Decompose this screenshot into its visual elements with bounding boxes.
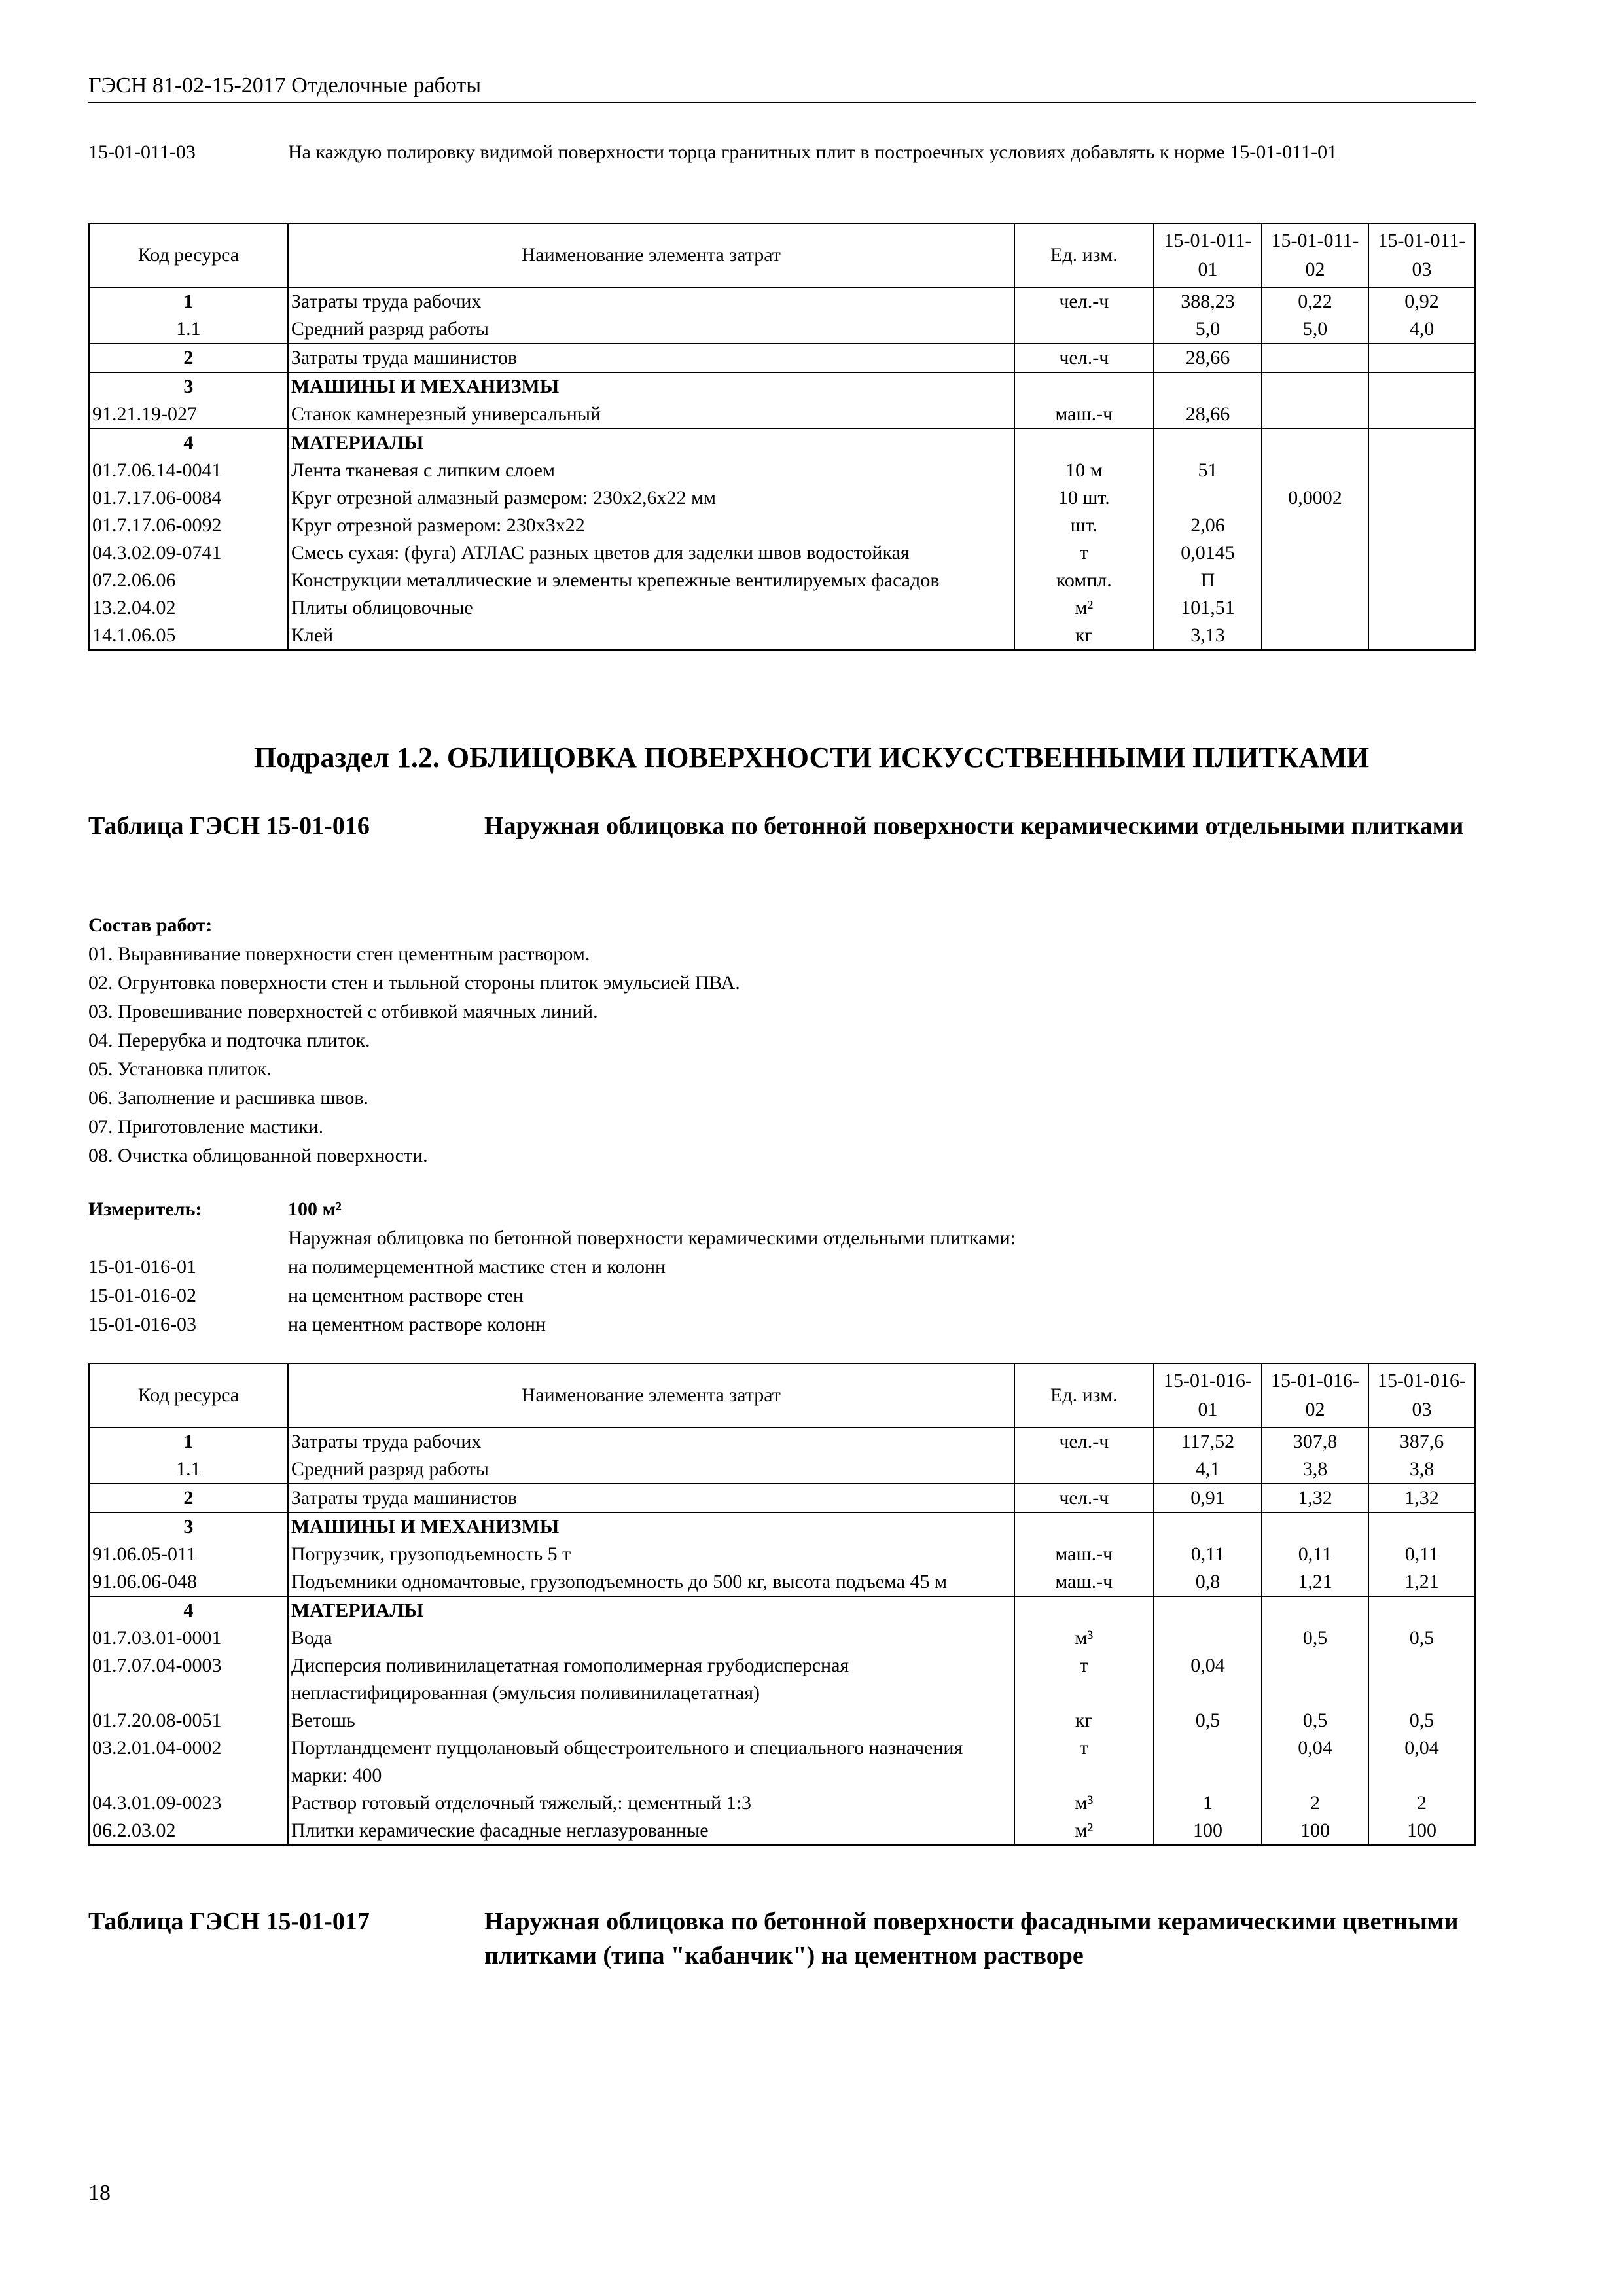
- table-row: [89, 1817, 1475, 1845]
- cell-norm-3: [1368, 429, 1475, 457]
- cell-unit: [1014, 1596, 1154, 1624]
- cell-unit: кг: [1014, 1707, 1154, 1734]
- measure-item-text: на цементном растворе стен: [288, 1285, 524, 1306]
- table-row: [89, 1596, 1475, 1624]
- cell-resource-code: 13.2.04.02: [89, 594, 288, 622]
- cell-unit: [1014, 315, 1154, 344]
- table-row: [89, 1456, 1475, 1484]
- cell-resource-code: 04.3.01.09-0023: [89, 1789, 288, 1817]
- cell-cost-element: Дисперсия поливинилацетатная гомополимерная грубодисперсная непластифицированная (эмульсия поливинилацетатная): [288, 1652, 1014, 1707]
- cell-norm-3: 100: [1368, 1817, 1475, 1845]
- composition-item: 02. Огрунтовка поверхности стен и тыльной стороны плиток эмульсией ПВА.: [88, 972, 740, 994]
- cell-norm-2: 0,0002: [1262, 484, 1368, 512]
- cell-cost-element: Погрузчик, грузоподъемность 5 т: [288, 1541, 1014, 1568]
- header-resource-code: Код ресурса: [89, 1363, 288, 1427]
- cell-norm-2: 0,5: [1262, 1624, 1368, 1652]
- composition-item: 08. Очистка облицованной поверхности.: [88, 1145, 428, 1166]
- cell-cost-element: Затраты труда рабочих: [288, 1427, 1014, 1456]
- header-norm-1: 15-01-011-01: [1154, 223, 1262, 287]
- cell-resource-code: 91.06.06-048: [89, 1568, 288, 1596]
- composition-item: 07. Приготовление мастики.: [88, 1116, 324, 1138]
- table-row: [89, 539, 1475, 567]
- cell-norm-1: 5,0: [1154, 315, 1262, 344]
- composition-item: 06. Заполнение и расшивка швов.: [88, 1087, 369, 1109]
- cell-unit: м³: [1014, 1789, 1154, 1817]
- cell-norm-1: [1154, 484, 1262, 512]
- cell-norm-2: 0,11: [1262, 1541, 1368, 1568]
- running-header: ГЭСН 81-02-15-2017 Отделочные работы: [88, 73, 1476, 103]
- table-row: [89, 1568, 1475, 1596]
- cell-norm-1: 3,13: [1154, 622, 1262, 650]
- measure-unit: 100 м²: [288, 1198, 342, 1220]
- cell-norm-3: 387,6: [1368, 1427, 1475, 1456]
- composition-item: 03. Провешивание поверхностей с отбивкой маячных линий.: [88, 1001, 598, 1022]
- header-norm-3: 15-01-011-03: [1368, 223, 1475, 287]
- table-017-title: Наружная облицовка по бетонной поверхности фасадными керамическими цветными плитками (типа "кабанчик") на цементном растворе: [484, 1908, 1459, 1969]
- cell-norm-3: 0,92: [1368, 287, 1475, 315]
- cell-resource-code: 4: [89, 429, 288, 457]
- header-norm-3: 15-01-016-03: [1368, 1363, 1475, 1427]
- table-017-heading: [88, 1905, 1476, 1973]
- table-016-title: Наружная облицовка по бетонной поверхности керамическими отдельными плитками: [484, 812, 1464, 840]
- cell-unit: кг: [1014, 622, 1154, 650]
- cell-resource-code: 01.7.03.01-0001: [89, 1624, 288, 1652]
- cell-norm-2: [1262, 372, 1368, 401]
- cell-cost-element: МАТЕРИАЛЫ: [288, 429, 1014, 457]
- cell-cost-element: Средний разряд работы: [288, 315, 1014, 344]
- cell-norm-1: 0,8: [1154, 1568, 1262, 1596]
- table-row: [89, 1624, 1475, 1652]
- cell-resource-code: 1: [89, 287, 288, 315]
- cell-norm-2: 0,22: [1262, 287, 1368, 315]
- cell-resource-code: 04.3.02.09-0741: [89, 539, 288, 567]
- cell-norm-3: 0,5: [1368, 1624, 1475, 1652]
- cell-unit: м²: [1014, 594, 1154, 622]
- cell-norm-1: 100: [1154, 1817, 1262, 1845]
- cell-cost-element: Раствор готовый отделочный тяжелый,: цементный 1:3: [288, 1789, 1014, 1817]
- cell-unit: маш.-ч: [1014, 1568, 1154, 1596]
- cell-unit: м²: [1014, 1817, 1154, 1845]
- table-016-label: Таблица ГЭСН 15-01-016: [88, 812, 370, 840]
- cell-norm-2: [1262, 401, 1368, 429]
- cell-resource-code: 2: [89, 344, 288, 372]
- cell-norm-1: [1154, 1596, 1262, 1624]
- table-row: [89, 1484, 1475, 1513]
- measure-item-code: 15-01-016-03: [88, 1314, 196, 1335]
- cell-cost-element: Вода: [288, 1624, 1014, 1652]
- cell-unit: м³: [1014, 1624, 1154, 1652]
- cell-norm-3: 1,32: [1368, 1484, 1475, 1513]
- cell-unit: шт.: [1014, 512, 1154, 539]
- composition-item: 01. Выравнивание поверхности стен цементным раствором.: [88, 943, 590, 965]
- table-row: [89, 622, 1475, 650]
- cell-cost-element: Ветошь: [288, 1707, 1014, 1734]
- cell-resource-code: 01.7.17.06-0092: [89, 512, 288, 539]
- cell-norm-1: 0,5: [1154, 1707, 1262, 1734]
- cell-norm-1: [1154, 372, 1262, 401]
- header-norm-1: 15-01-016-01: [1154, 1363, 1262, 1427]
- cell-norm-2: [1262, 567, 1368, 594]
- table-017-label: Таблица ГЭСН 15-01-017: [88, 1908, 370, 1935]
- cell-norm-3: 3,8: [1368, 1456, 1475, 1484]
- table-row: [89, 429, 1475, 457]
- norm-note: [88, 139, 1476, 166]
- cell-resource-code: 01.7.06.14-0041: [89, 457, 288, 484]
- note-code: 15-01-011-03: [88, 141, 196, 163]
- measure-item-code: 15-01-016-01: [88, 1256, 196, 1278]
- table-header-row: [89, 223, 1475, 287]
- cell-norm-2: [1262, 1513, 1368, 1541]
- composition-item: 05. Установка плиток.: [88, 1058, 272, 1080]
- measure-description: Наружная облицовка по бетонной поверхности керамическими отдельными плитками:: [288, 1227, 1016, 1249]
- cell-resource-code: 01.7.07.04-0003: [89, 1652, 288, 1707]
- header-resource-code: Код ресурса: [89, 223, 288, 287]
- table-row: [89, 1707, 1475, 1734]
- cell-unit: компл.: [1014, 567, 1154, 594]
- cell-norm-2: [1262, 344, 1368, 372]
- cell-norm-2: 1,21: [1262, 1568, 1368, 1596]
- cell-norm-1: 1: [1154, 1789, 1262, 1817]
- table-row: [89, 1789, 1475, 1817]
- table-row: [89, 344, 1475, 372]
- table-row: [89, 567, 1475, 594]
- cell-norm-2: 5,0: [1262, 315, 1368, 344]
- cell-unit: [1014, 1513, 1154, 1541]
- cell-unit: 10 шт.: [1014, 484, 1154, 512]
- cell-norm-3: 0,04: [1368, 1734, 1475, 1789]
- cell-norm-1: 0,11: [1154, 1541, 1262, 1568]
- cell-norm-1: 0,0145: [1154, 539, 1262, 567]
- cell-cost-element: Клей: [288, 622, 1014, 650]
- cell-cost-element: Станок камнерезный универсальный: [288, 401, 1014, 429]
- cell-resource-code: 1.1: [89, 315, 288, 344]
- cell-norm-1: [1154, 1513, 1262, 1541]
- cell-norm-1: 101,51: [1154, 594, 1262, 622]
- cell-norm-1: П: [1154, 567, 1262, 594]
- table-row: [89, 1427, 1475, 1456]
- cell-norm-2: 100: [1262, 1817, 1368, 1845]
- cell-unit: т: [1014, 539, 1154, 567]
- cell-resource-code: 07.2.06.06: [89, 567, 288, 594]
- cell-resource-code: 1: [89, 1427, 288, 1456]
- cell-unit: чел.-ч: [1014, 287, 1154, 315]
- cell-norm-3: [1368, 539, 1475, 567]
- table-header-row: [89, 1363, 1475, 1427]
- measure-item: [88, 1282, 1476, 1310]
- cell-cost-element: Круг отрезной размером: 230x3x22: [288, 512, 1014, 539]
- cell-cost-element: Подъемники одномачтовые, грузоподъемность до 500 кг, высота подъема 45 м: [288, 1568, 1014, 1596]
- cell-unit: чел.-ч: [1014, 1427, 1154, 1456]
- cell-norm-2: [1262, 1596, 1368, 1624]
- measure-item: [88, 1253, 1476, 1282]
- header-cost-element: Наименование элемента затрат: [288, 223, 1014, 287]
- cell-norm-3: [1368, 344, 1475, 372]
- cell-norm-1: 51: [1154, 457, 1262, 484]
- cell-norm-3: 0,11: [1368, 1541, 1475, 1568]
- cell-norm-3: [1368, 484, 1475, 512]
- note-text: На каждую полировку видимой поверхности торца гранитных плит в построечных условиях добавлять к норме 15-01-011-01: [288, 141, 1338, 163]
- cell-norm-1: 4,1: [1154, 1456, 1262, 1484]
- cell-norm-1: 2,06: [1154, 512, 1262, 539]
- cell-norm-2: [1262, 1652, 1368, 1707]
- cell-cost-element: МАШИНЫ И МЕХАНИЗМЫ: [288, 1513, 1014, 1541]
- table-row: [89, 457, 1475, 484]
- header-cost-element: Наименование элемента затрат: [288, 1363, 1014, 1427]
- measure-item: [88, 1310, 1476, 1339]
- cell-norm-2: [1262, 622, 1368, 650]
- cell-norm-3: 0,5: [1368, 1707, 1475, 1734]
- cell-norm-2: 307,8: [1262, 1427, 1368, 1456]
- cell-norm-1: [1154, 429, 1262, 457]
- table-row: [89, 401, 1475, 429]
- cell-norm-3: [1368, 372, 1475, 401]
- cell-resource-code: 01.7.17.06-0084: [89, 484, 288, 512]
- cell-norm-2: 1,32: [1262, 1484, 1368, 1513]
- cell-resource-code: 1.1: [89, 1456, 288, 1484]
- cell-unit: [1014, 372, 1154, 401]
- cell-cost-element: Конструкции металлические и элементы крепежные вентилируемых фасадов: [288, 567, 1014, 594]
- page-number: 18: [88, 2181, 111, 2205]
- header-unit: Ед. изм.: [1014, 223, 1154, 287]
- cell-norm-3: [1368, 401, 1475, 429]
- measure-block: [88, 1195, 1476, 1339]
- cell-norm-2: [1262, 512, 1368, 539]
- cell-norm-1: 0,04: [1154, 1652, 1262, 1707]
- cell-cost-element: МАТЕРИАЛЫ: [288, 1596, 1014, 1624]
- header-unit: Ед. изм.: [1014, 1363, 1154, 1427]
- cell-unit: маш.-ч: [1014, 401, 1154, 429]
- cell-resource-code: 91.21.19-027: [89, 401, 288, 429]
- cell-cost-element: Круг отрезной алмазный размером: 230x2,6x22 мм: [288, 484, 1014, 512]
- cell-norm-1: [1154, 1734, 1262, 1789]
- cell-norm-2: [1262, 457, 1368, 484]
- cell-norm-2: 0,04: [1262, 1734, 1368, 1789]
- cell-norm-3: [1368, 512, 1475, 539]
- table-row: [89, 512, 1475, 539]
- cell-norm-2: 0,5: [1262, 1707, 1368, 1734]
- cell-norm-1: 117,52: [1154, 1427, 1262, 1456]
- cell-resource-code: 2: [89, 1484, 288, 1513]
- cell-cost-element: Плитки керамические фасадные неглазурованные: [288, 1817, 1014, 1845]
- cell-norm-2: [1262, 539, 1368, 567]
- cell-norm-1: 388,23: [1154, 287, 1262, 315]
- cell-unit: маш.-ч: [1014, 1541, 1154, 1568]
- cell-unit: т: [1014, 1652, 1154, 1707]
- table-row: [89, 594, 1475, 622]
- cell-resource-code: 01.7.20.08-0051: [89, 1707, 288, 1734]
- table-row: [89, 287, 1475, 315]
- measure-label: Измеритель:: [88, 1198, 202, 1220]
- cell-resource-code: 3: [89, 1513, 288, 1541]
- cell-unit: чел.-ч: [1014, 1484, 1154, 1513]
- composition-item: 04. Перерубка и подточка плиток.: [88, 1030, 370, 1051]
- table-016-heading: [88, 809, 1476, 843]
- cell-norm-3: [1368, 1596, 1475, 1624]
- cell-norm-1: 28,66: [1154, 344, 1262, 372]
- measure-item-text: на полимерцементной мастике стен и колонн: [288, 1256, 666, 1278]
- measure-item-code: 15-01-016-02: [88, 1285, 196, 1306]
- cell-resource-code: 91.06.05-011: [89, 1541, 288, 1568]
- resource-table-15-01-016: [88, 1363, 1476, 1846]
- cell-unit: [1014, 429, 1154, 457]
- measure-item-text: на цементном растворе колонн: [288, 1314, 546, 1335]
- cell-unit: 10 м: [1014, 457, 1154, 484]
- cell-norm-3: 2: [1368, 1789, 1475, 1817]
- cell-resource-code: 03.2.01.04-0002: [89, 1734, 288, 1789]
- cell-cost-element: Лента тканевая с липким слоем: [288, 457, 1014, 484]
- cell-cost-element: Портландцемент пуццолановый общестроительного и специального назначения марки: 400: [288, 1734, 1014, 1789]
- cell-norm-3: 1,21: [1368, 1568, 1475, 1596]
- cell-cost-element: Затраты труда машинистов: [288, 344, 1014, 372]
- cell-norm-1: [1154, 1624, 1262, 1652]
- cell-resource-code: 06.2.03.02: [89, 1817, 288, 1845]
- cell-norm-3: [1368, 567, 1475, 594]
- cell-norm-3: 4,0: [1368, 315, 1475, 344]
- work-composition: [88, 911, 1476, 1170]
- cell-cost-element: МАШИНЫ И МЕХАНИЗМЫ: [288, 372, 1014, 401]
- header-norm-2: 15-01-011-02: [1262, 223, 1368, 287]
- cell-unit: чел.-ч: [1014, 344, 1154, 372]
- table-row: [89, 372, 1475, 401]
- cell-resource-code: 3: [89, 372, 288, 401]
- table-row: [89, 315, 1475, 344]
- cell-cost-element: Средний разряд работы: [288, 1456, 1014, 1484]
- table-row: [89, 1513, 1475, 1541]
- table-row: [89, 484, 1475, 512]
- cell-norm-3: [1368, 1513, 1475, 1541]
- cell-norm-2: [1262, 594, 1368, 622]
- cell-norm-3: [1368, 622, 1475, 650]
- cell-resource-code: 14.1.06.05: [89, 622, 288, 650]
- cell-cost-element: Плиты облицовочные: [288, 594, 1014, 622]
- cell-norm-2: 2: [1262, 1789, 1368, 1817]
- resource-table-15-01-011: [88, 223, 1476, 651]
- cell-cost-element: Затраты труда машинистов: [288, 1484, 1014, 1513]
- cell-unit: т: [1014, 1734, 1154, 1789]
- cell-resource-code: 4: [89, 1596, 288, 1624]
- cell-norm-3: [1368, 457, 1475, 484]
- cell-cost-element: Затраты труда рабочих: [288, 287, 1014, 315]
- subsection-title: Подраздел 1.2. ОБЛИЦОВКА ПОВЕРХНОСТИ ИСКУССТВЕННЫМИ ПЛИТКАМИ: [253, 742, 1370, 774]
- cell-unit: [1014, 1456, 1154, 1484]
- table-row: [89, 1734, 1475, 1789]
- cell-norm-2: [1262, 429, 1368, 457]
- cell-norm-3: [1368, 594, 1475, 622]
- cell-norm-1: 28,66: [1154, 401, 1262, 429]
- cell-cost-element: Смесь сухая: (фуга) АТЛАС разных цветов для заделки швов водостойкая: [288, 539, 1014, 567]
- composition-heading: Состав работ:: [88, 914, 213, 936]
- cell-norm-3: [1368, 1652, 1475, 1707]
- table-row: [89, 1541, 1475, 1568]
- table-row: [89, 1652, 1475, 1707]
- cell-norm-2: 3,8: [1262, 1456, 1368, 1484]
- header-norm-2: 15-01-016-02: [1262, 1363, 1368, 1427]
- cell-norm-1: 0,91: [1154, 1484, 1262, 1513]
